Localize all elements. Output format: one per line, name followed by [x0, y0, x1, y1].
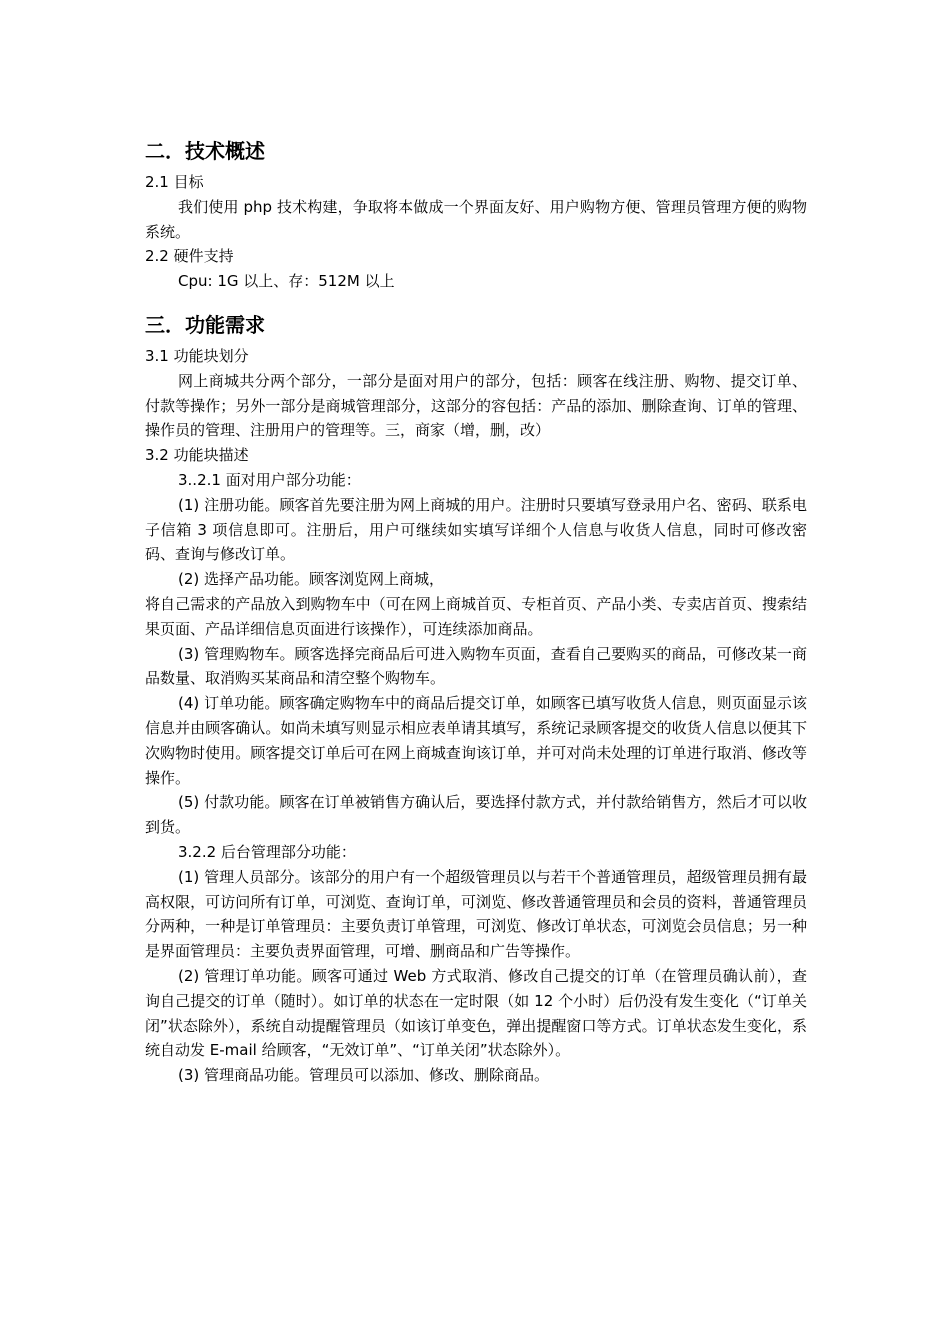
subsection-title-module-description: 3.2 功能块描述	[145, 446, 249, 465]
list-item-user-payment: (5) 付款功能。顾客在订单被销售方确认后，要选择付款方式，并付款给销售方，然后才可以收到货。	[145, 793, 807, 837]
list-item-user-order: (4) 订单功能。顾客确定购物车中的商品后提交订单，如顾客已填写收货人信息，则页面显示该信息并由顾客确认。如尚未填写则显示相应表单请其填写，系统记录顾客提交的收货人信息以便其下次购物时使用。顾客提交订单后可在网上商城查询该订单，并可对尚未处理的订单进行取消、修改等操作。	[145, 694, 807, 787]
list-item-user-register: (1) 注册功能。顾客首先要注册为网上商城的用户。注册时只要填写登录用户名、密码、联系电子信箱 3 项信息即可。注册后，用户可继续如实填写详细个人信息与收货人信息，同时可修改密码、查询与修改订单。	[145, 495, 807, 564]
subsubsection-title-user-functions: 3..2.1 面对用户部分功能：	[178, 470, 361, 489]
subsection-title-hardware: 2.2 硬件支持	[145, 247, 234, 266]
list-item-admin-staff: (1) 管理人员部分。该部分的用户有一个超级管理员以与若干个普通管理员，超级管理员拥有最高权限，可访问所有订单，可浏览、查询订单，可浏览、修改普通管理员和会员的资料，普通管理员分两种，一种是订单管理员：主要负责订单管理，可浏览、修改订单状态，可浏览会员信息；另一种是界面管理员：主要负责界面管理，可增、删商品和广告等操作。	[145, 867, 807, 961]
section-heading-tech-overview: 二．技术概述	[145, 139, 265, 163]
paragraph-user-select-product-cont: 将自己需求的产品放入到购物车中（可在网上商城首页、专柜首页、产品小类、专卖店首页、搜索结果页面、产品详细信息页面进行该操作），可连续添加商品。	[145, 594, 807, 638]
list-item-admin-products: (3) 管理商品功能。管理员可以添加、修改、删除商品。	[178, 1066, 550, 1085]
list-item-user-select-product: (2) 选择产品功能。顾客浏览网上商城，	[178, 570, 445, 589]
document-page	[145, 132, 807, 1088]
section-heading-function-requirements: 三．功能需求	[145, 312, 265, 337]
paragraph-hardware: Cpu: 1G 以上、存：512M 以上	[178, 272, 395, 291]
subsubsection-title-admin-functions: 3.2.2 后台管理部分功能：	[178, 842, 356, 861]
subsection-title-goal: 2.1 目标	[145, 173, 204, 191]
list-item-user-cart: (3) 管理购物车。顾客选择完商品后可进入购物车页面，查看自己要购买的商品，可修改某一商品数量、取消购买某商品和清空整个购物车。	[145, 644, 807, 688]
list-item-admin-orders: (2) 管理订单功能。顾客可通过 Web 方式取消、修改自己提交的订单（在管理员确认前），查询自己提交的订单（随时）。如订单的状态在一定时限（如 12 个小时）后仍没有发生变化（“订单关闭”状态除外），系统自动提醒管理员（如该订单变色，弹出提醒窗口等方式。订单状态发生变化，系统自动发 E-mail 给顾客，“无效订单”、“订单关闭”状态除外）。	[145, 966, 807, 1060]
subsection-title-module-division: 3.1 功能块划分	[145, 346, 249, 365]
paragraph-module-division: 网上商城共分两个部分，一部分是面对用户的部分，包括：顾客在线注册、购物、提交订单、付款等操作；另外一部分是商城管理部分，这部分的容包括：产品的添加、删除查询、订单的管理、操作员的管理、注册用户的管理等。三，商家（增，删，改）	[145, 371, 807, 440]
paragraph-goal: 我们使用 php 技术构建，争取将本做成一个界面友好、用户购物方便、管理员管理方便的购物系统。	[145, 197, 807, 241]
